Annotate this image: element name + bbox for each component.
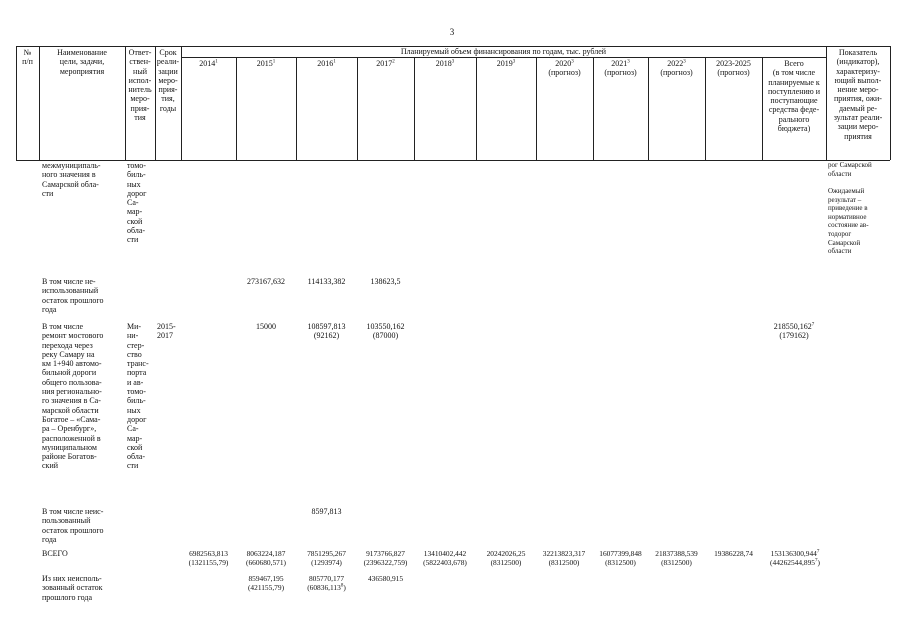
unused-2015: 859467,195 (421155,79)	[247, 574, 285, 592]
header-num: № п/п	[22, 48, 33, 67]
total-2021: 16077399,848 (8312500)	[599, 549, 642, 567]
year-header: 2022$^3$ (прогноз)	[660, 59, 693, 78]
row2-2016: 114133,382	[307, 277, 346, 286]
year-header: 2020$^3$ (прогноз)	[548, 59, 581, 78]
unused-2016: 805770,177 (60836,113$^8$)	[307, 574, 346, 592]
header-indicator: Показатель (индикатор), характеризу- ющий выпол- нение меро- приятия, ожи- даемый ре- зультат реали- зации меро- приятия	[833, 48, 883, 141]
total-2020: 32213823,317 (8312500)	[542, 549, 586, 567]
row3-2016: 108597,813 (92162)	[307, 322, 346, 341]
year-header: 2019$^3$	[496, 59, 516, 68]
year-header: 2018$^3$	[435, 59, 455, 68]
unused-row-label: Из них неисполь- зованный остаток прошлого года	[42, 574, 103, 602]
header-name: Наименование цели, задачи, мероприятия	[57, 48, 107, 76]
total-2015: 8063224,187 (660680,571)	[245, 549, 287, 567]
total-2017: 9173766,827 (2396322,759)	[363, 549, 408, 567]
row4-name: В том числе неис- пользованный остаток прошлого года	[42, 507, 104, 544]
year-header: 2017$^2$	[376, 59, 395, 68]
row2-name: В том числе не- использованный остаток прошлого года	[42, 277, 104, 314]
row1-responsible: томо- биль- ных дорог Са- мар- ской обла- сти	[127, 161, 147, 245]
row4-2016: 8597,813	[311, 507, 342, 516]
row1-indicator-a: рог Самарской области	[828, 161, 872, 178]
row1-name: межмуниципаль- ного значения в Самарской обла- сти	[42, 161, 101, 198]
row3-total: 218550,162$^7$ (179162)	[773, 322, 815, 341]
year-header: 2015$^1$	[256, 59, 276, 68]
unused-2017: 436580,915	[367, 574, 404, 583]
row3-responsible: Ми- ни- стер- ство транс- порта и ав- томо- биль- ных дорог Са- мар- ской обла- сти	[127, 322, 149, 471]
row3-2015: 15000	[256, 322, 276, 331]
year-header: 2014$^1$	[199, 59, 218, 68]
total-row-label: ВСЕГО	[42, 549, 68, 558]
header-total: Всего (в том числе планируемые к поступлению и поступающие средства феде- рального бюджета)	[767, 59, 821, 134]
row2-2017: 138623,5	[370, 277, 401, 286]
row2-2015: 273167,632	[247, 277, 285, 286]
year-header: 2023-2025 (прогноз)	[716, 59, 751, 78]
total-2016: 7851295,267 (1293974)	[307, 549, 346, 567]
total-2022: 21837388,539 (8312500)	[655, 549, 698, 567]
total-2014: 6982563,813 (1321155,79)	[188, 549, 229, 567]
year-header: 2021$^3$ (прогноз)	[604, 59, 637, 78]
total-2018: 13410402,442 (5822403,678)	[423, 549, 467, 567]
row3-period: 2015- 2017	[157, 322, 176, 341]
total-all-years: 153136300,944$^7$ (44262544,895$^7$)	[770, 549, 820, 567]
page-number: 3	[449, 27, 455, 37]
row3-2017: 103550,162 (87000)	[366, 322, 405, 341]
year-header: 2016$^1$	[317, 59, 336, 68]
total-2023-2025: 19386228,74	[714, 549, 753, 558]
row3-name: В том числе ремонт мостового перехода через реку Самару на км 1+940 автомо- бильной дороги общего пользова- ния регионально- го значения в Са- марской области Богатое – «Сама- ра – Оренбург», расположенной в муниципальном районе Богатов- ский	[42, 322, 104, 471]
total-2019: 20242026,25 (8312500)	[486, 549, 526, 567]
header-responsible: Ответ- ствен- ный испол- нитель меро- прия- тия	[128, 48, 152, 123]
header-period: Срок реали- зации меро- прия- тия, годы	[156, 48, 180, 113]
row1-indicator-b: Ожидаемый результат – приведение в нормативное состояние ав- тодорог Самарской области	[828, 187, 869, 256]
header-funding: Планируемый объем финансирования по годам, тыс. рублей	[400, 47, 607, 56]
